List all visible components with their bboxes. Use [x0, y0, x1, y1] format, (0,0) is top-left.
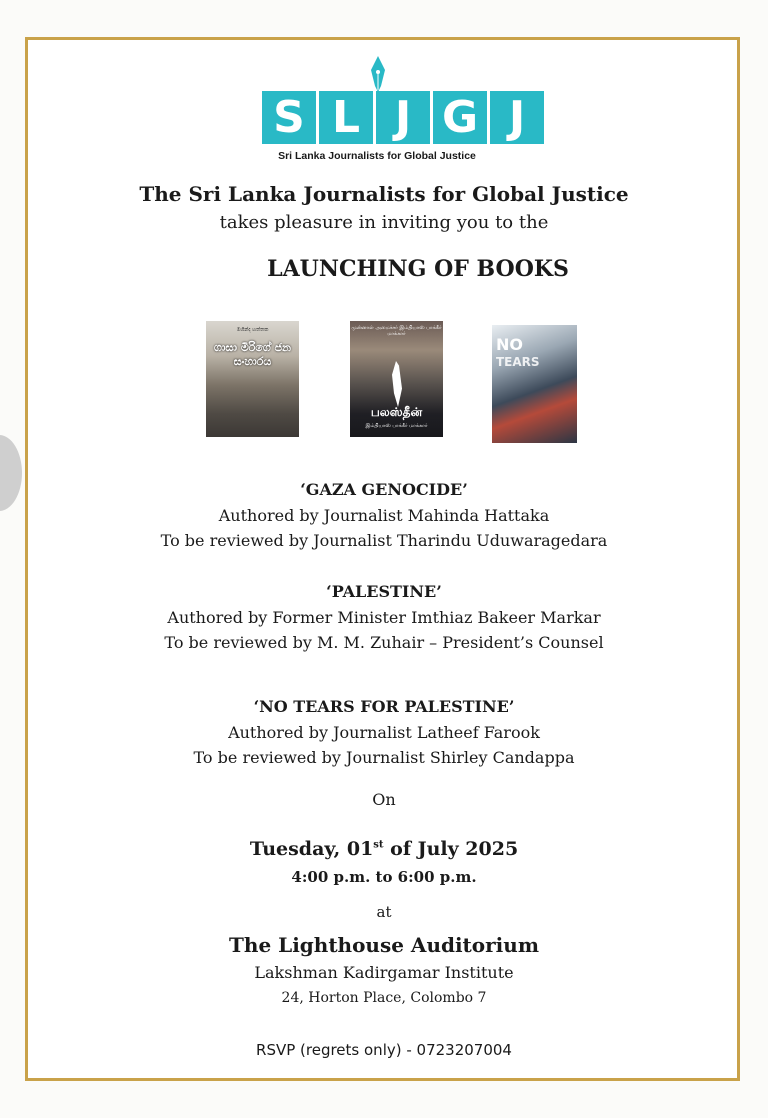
organisation-name: The Sri Lanka Journalists for Global Justice [139, 182, 629, 206]
book-1-author: Authored by Journalist Mahinda Hattaka [218, 506, 550, 525]
rsvp-line: RSVP (regrets only) - 0723207004 [256, 1041, 512, 1059]
logo-letter: L [319, 91, 373, 144]
on-label: On [372, 790, 396, 809]
cover-title: NO [496, 335, 523, 354]
cover-title: ගාසා මිරිගේ ජන සංහාරය [214, 341, 291, 368]
event-day-suffix: st [373, 839, 384, 851]
pen-nib-icon [370, 56, 386, 92]
book-cover-palestine [350, 321, 443, 437]
logo-letter: G [433, 91, 487, 144]
logo-letters [262, 91, 544, 144]
book-cover-no-tears [492, 325, 577, 443]
book-3-reviewer: To be reviewed by Journalist Shirley Candappa [193, 748, 575, 767]
cover-subtext: இம்தியாஸ் பாக்கீர் மாக்கார் [365, 423, 428, 429]
at-label: at [376, 903, 392, 921]
event-date [0, 838, 768, 860]
cover-author: මහින්ද හත්තක [236, 327, 269, 333]
book-3-author: Authored by Journalist Latheef Farook [228, 723, 540, 742]
logo-letter: S [262, 91, 316, 144]
event-time: 4:00 p.m. to 6:00 p.m. [291, 868, 477, 886]
cover-author: முன்னாள் அமைச்சர் இம்தியாஸ் பாக்கீர் மாக்கார் [351, 325, 442, 337]
venue-name: The Lighthouse Auditorium [229, 933, 539, 957]
venue-address: 24, Horton Place, Colombo 7 [281, 990, 487, 1006]
book-2-reviewer: To be reviewed by M. M. Zuhair – President’s Counsel [164, 633, 604, 652]
event-title: LAUNCHING OF BOOKS [267, 256, 569, 282]
cover-title: பலஸ்தீன் [370, 405, 423, 419]
book-1-title: ‘GAZA GENOCIDE’ [300, 480, 468, 499]
book-3-title: ‘NO TEARS FOR PALESTINE’ [253, 697, 515, 716]
venue-institute: Lakshman Kadirgamar Institute [254, 963, 514, 982]
logo-tagline: Sri Lanka Journalists for Global Justice [278, 150, 476, 162]
book-2-author: Authored by Former Minister Imthiaz Bakeer Markar [167, 608, 601, 627]
palestine-map-icon [392, 361, 402, 407]
event-day: Tuesday, 01 [249, 838, 374, 860]
event-month-year: of July 2025 [383, 838, 519, 860]
cover-subtitle: TEARS [496, 355, 540, 369]
book-cover-gaza-genocide [206, 321, 299, 437]
invitation-line: takes pleasure in inviting you to the [219, 212, 549, 233]
side-scroll-handle[interactable] [0, 435, 22, 511]
book-2-title: ‘PALESTINE’ [326, 582, 442, 601]
logo-letter: J [490, 91, 544, 144]
book-1-reviewer: To be reviewed by Journalist Tharindu Uduwaragedara [160, 531, 608, 550]
sljgj-logo [262, 56, 526, 168]
logo-letter: J [376, 91, 430, 144]
